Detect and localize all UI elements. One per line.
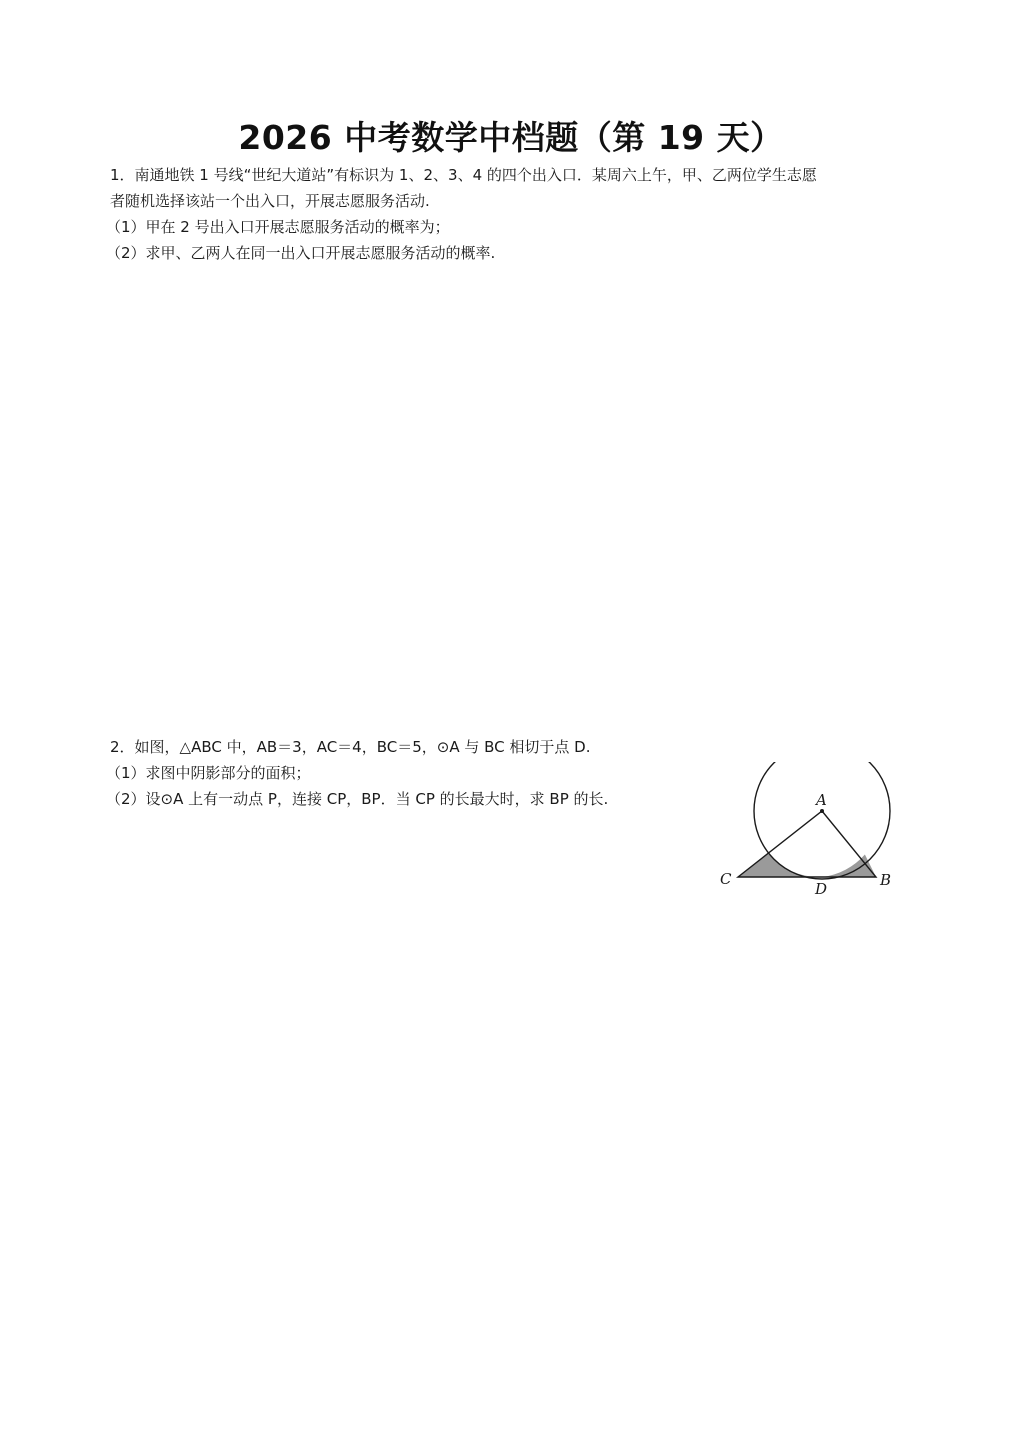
question-2 [106, 734, 710, 812]
label-b: B [880, 871, 892, 889]
point-a-dot [820, 809, 824, 813]
label-d: D [815, 880, 828, 898]
question-1-line-2: 者随机选择该站一个出入口，开展志愿服务活动. [110, 192, 430, 210]
label-c: C [720, 870, 732, 888]
question-1-line-1: 1．南通地铁 1 号线“世纪大道站”有标识为 1、2、3、4 的四个出入口．某周六上午，甲、乙两位学生志愿 [110, 166, 817, 184]
question-2-part-2: （2）设⊙A 上有一动点 P，连接 CP，BP．当 CP 的长最大时，求 BP 的长. [106, 790, 609, 808]
question-2-line-1: 2．如图，△ABC 中，AB＝3，AC＝4，BC＝5，⊙A 与 BC 相切于点 D. [110, 738, 591, 756]
label-a: A [816, 791, 827, 809]
geometry-figure-svg [712, 762, 912, 902]
question-1-part-1: （1）甲在 2 号出入口开展志愿服务活动的概率为； [106, 218, 450, 236]
geometry-figure [712, 762, 912, 902]
question-2-part-1: （1）求图中阴影部分的面积； [106, 764, 311, 782]
page-title: 2026 中考数学中档题（第 19 天） [238, 118, 784, 157]
question-1 [106, 162, 920, 266]
question-1-part-2: （2）求甲、乙两人在同一出入口开展志愿服务活动的概率. [106, 244, 496, 262]
